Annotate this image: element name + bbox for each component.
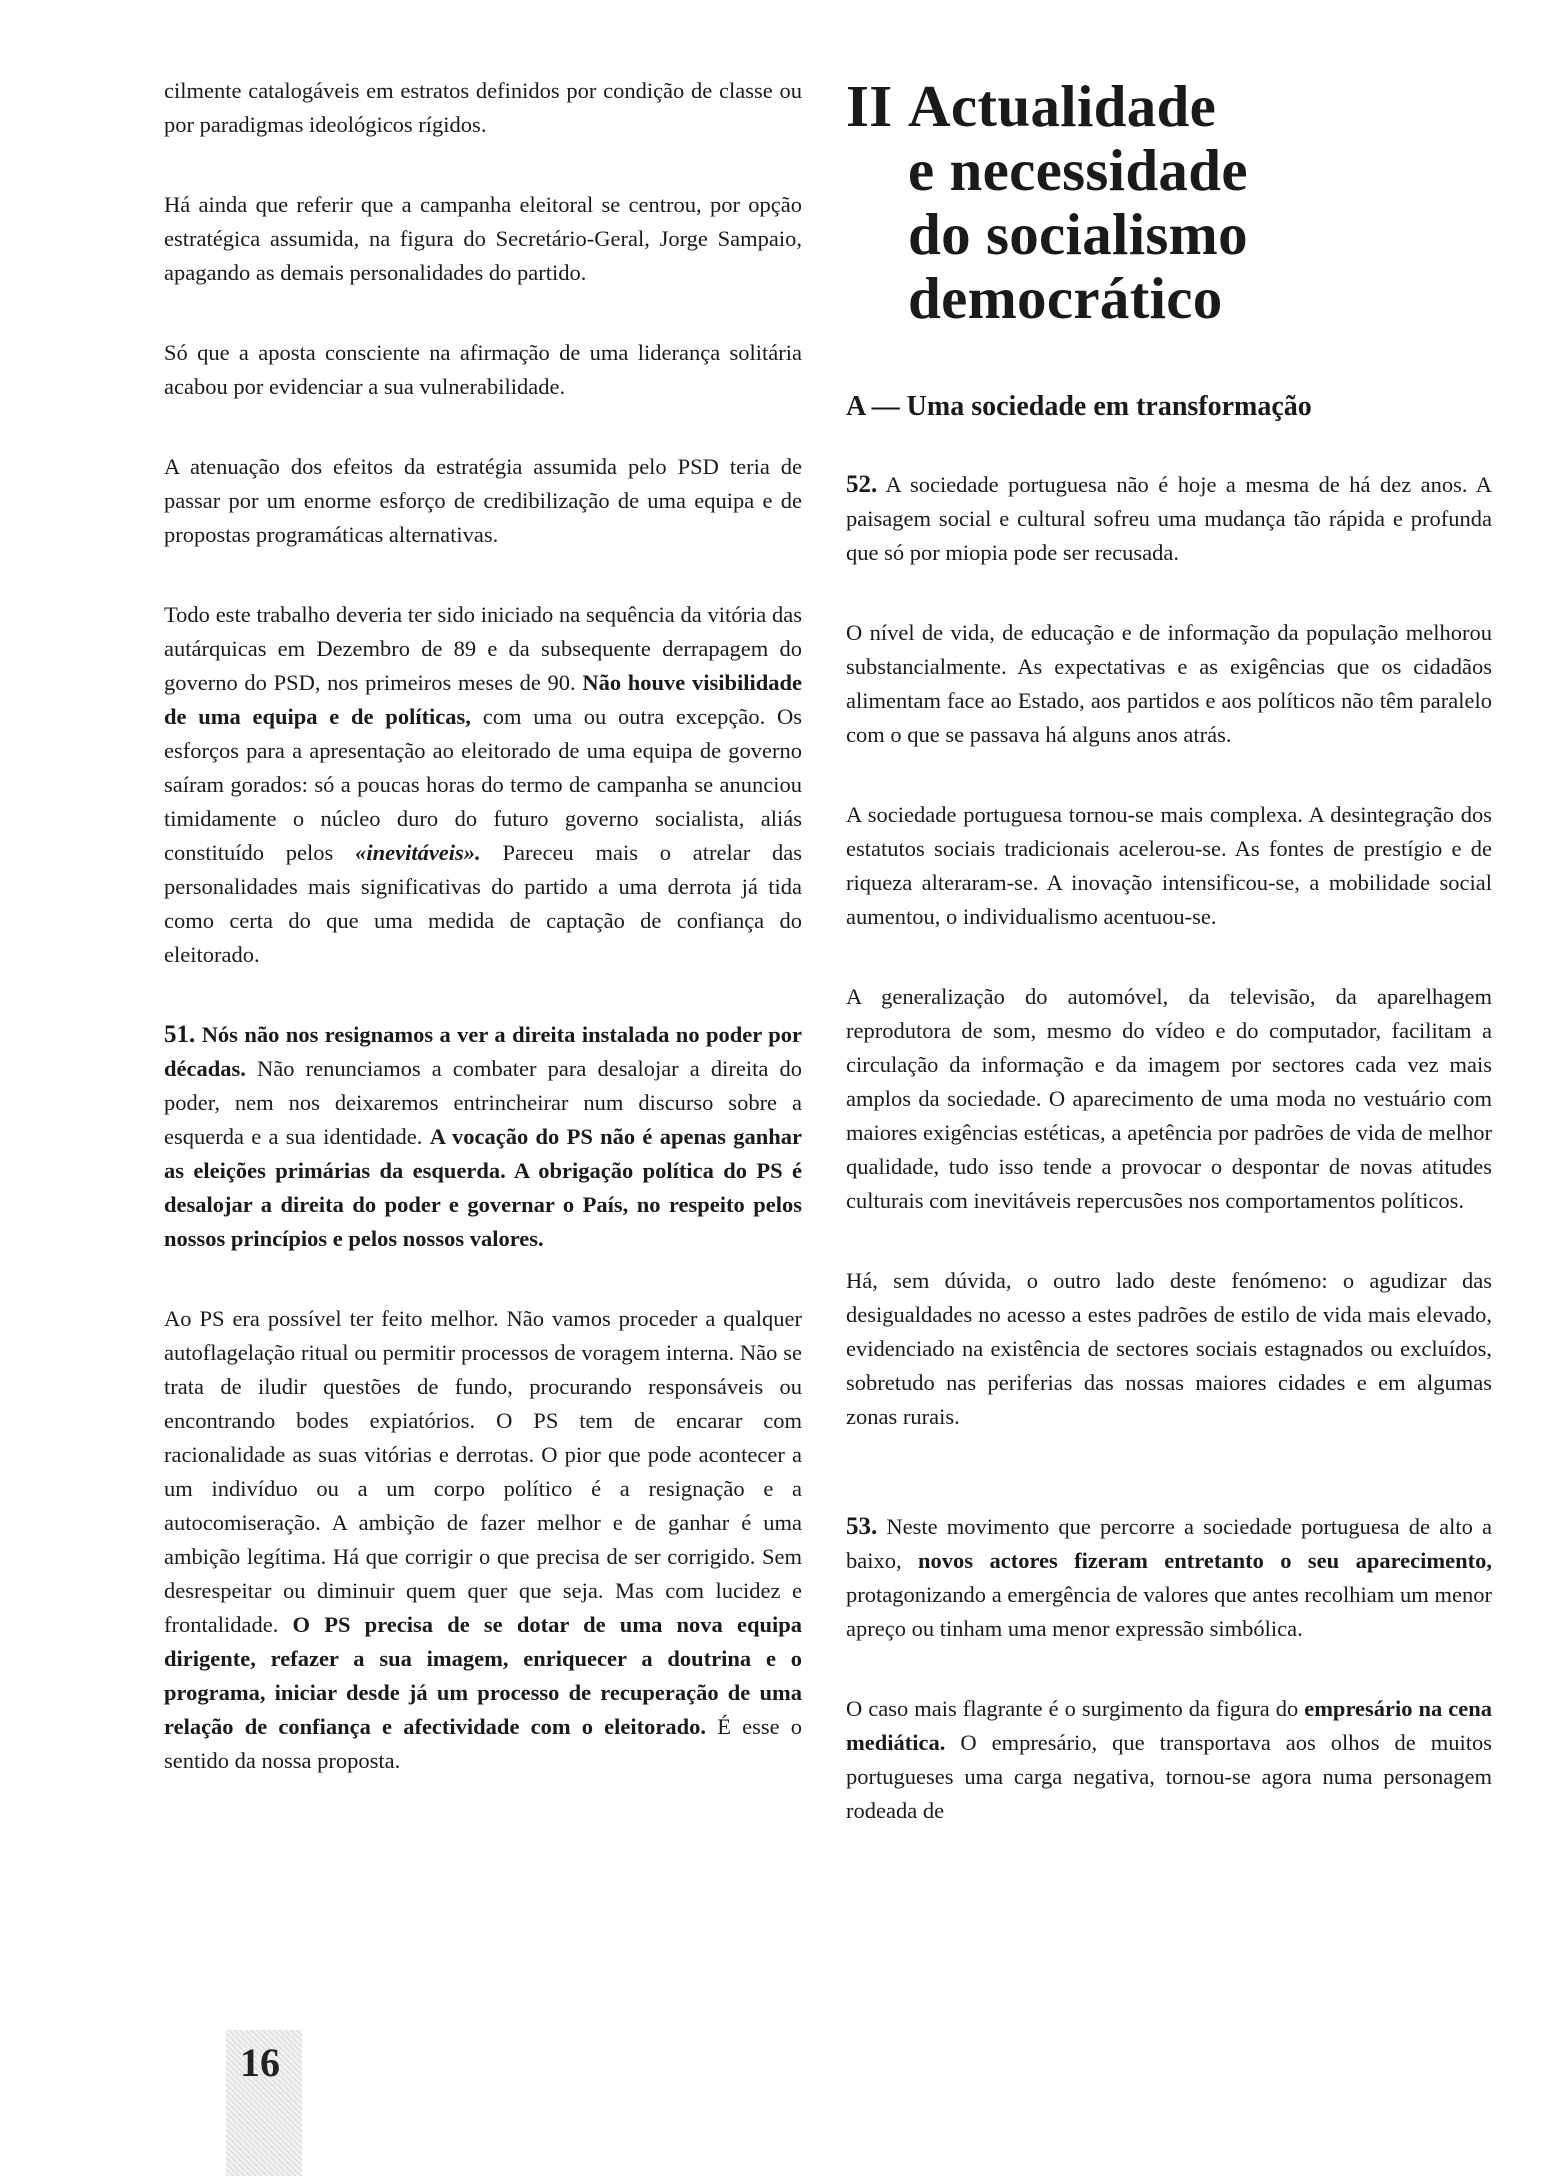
paragraph-53: 53. Neste movimento que percorre a sociedade portuguesa de alto a baixo, novos actores fizeram entretanto o seu aparecimento, protagonizando a emergência de valores que antes recolhiam um menor apreço ou tinham uma menor expressão simbólica. (846, 1513, 1493, 1641)
page-number: 16 (240, 2040, 280, 2085)
paragraph-number: 52. (846, 471, 878, 498)
paragraph-52: 52. A sociedade portuguesa não é hoje a mesma de há dez anos. A paisagem social e cultural sofreu uma mudança tão rápida e profunda que só por miopia pode ser recusada. (846, 471, 1493, 565)
paragraph: A generalização do automóvel, da televisão, da aparelhagem reprodutora de som, mesmo do vídeo e do computador, facilitam a circulação da informação e da imagem por sectores cada vez mais amplos da sociedade. O aparecimento de uma moda no vestuário com maiores exigências estéticas, a apetência por padrões de vida de melhor qualidade, tudo isso tende a provocar o despontar de novas atitudes culturais com inevitáveis repercusões nos comportamentos políticos. (846, 984, 1492, 1213)
paragraph: O caso mais flagrante é o surgimento da figura do empresário na cena mediática. O empresário, que transportava aos olhos de muitos portugueses uma carga negativa, tornou-se agora numa personagem rodeada de (846, 1696, 1493, 1823)
paragraph: A sociedade portuguesa tornou-se mais complexa. A desintegração dos estatutos sociais tradicionais acelerou-se. As fontes de prestígio e de riqueza alteraram-se. A inovação intensificou-se, a mobilidade social aumentou, o individualismo acentuou-se. (846, 802, 1492, 929)
subsection-title: A — Uma sociedade em transformação (846, 391, 1312, 422)
right-column (846, 74, 1492, 1874)
paragraph: Todo este trabalho deveria ter sido iniciado na sequência da vitória das autárquicas em Dezembro de 89 e da subsequente derrapagem do governo do PSD, nos primeiros meses de 90. Não houve visibilidade de uma equipa e de políticas, com uma ou outra excepção. Os esforços para a apresentação ao eleitorado de uma equipa de governo saíram gorados: só a poucas horas do termo de campanha se anunciou timidamente o núcleo duro do futuro governo socialista, aliás constituído pelos «inevitáveis». Pareceu mais o atrelar das personalidades mais significativas do partido a uma derrota já tida como certa do que uma medida de captação de confiança do eleitorado. (164, 602, 803, 967)
paragraph-number: 53. (846, 1513, 878, 1540)
paragraph: Há, sem dúvida, o outro lado deste fenómeno: o agudizar das desigualdades no acesso a estes padrões de estilo de vida mais elevado, evidenciado na existência de sectores sociais estagnados ou excluídos, sobretudo nas periferias das nossas maiores cidades e em algumas zonas rurais. (846, 1268, 1492, 1429)
paragraph: A atenuação dos efeitos da estratégia assumida pelo PSD teria de passar por um enorme esforço de credibilização de uma equipa e de propostas programáticas alternativas. (164, 454, 802, 547)
paragraph: Ao PS era possível ter feito melhor. Não vamos proceder a qualquer autoflagelação ritual ou permitir processos de voragem interna. Não se trata de iludir questões de fundo, procurando responsáveis ou encontrando bodes expiatórios. O PS tem de encarar com racionalidade as suas vitórias e derrotas. O pior que pode acontecer a um indivíduo ou a um corpo político é a resignação e a autocomiseração. A ambição de fazer melhor e de ganhar é uma ambição legítima. Há que corrigir o que precisa de ser corrigido. Sem desrespeitar ou diminuir quem quer que seja. Mas com lucidez e frontalidade. O PS precisa de se dotar de uma nova equipa dirigente, refazer a sua imagem, enriquecer a doutrina e o programa, iniciar desde já um processo de recuperação de uma relação de confiança e afectividade com o eleitorado. É esse o sentido da nossa proposta. (164, 1306, 803, 1773)
paragraph: Só que a aposta consciente na afirmação de uma liderança solitária acabou por evidenciar a sua vulnerabilidade. (164, 340, 802, 399)
page-number-box (226, 2030, 302, 2176)
paragraph-51: 51. Nós não nos resignamos a ver a direita instalada no poder por décadas. Não renunciamos a combater para desalojar a direita do poder, nem nos deixaremos entrincheirar num discurso sobre a esquerda e a sua identidade. A vocação do PS não é apenas ganhar as eleições primárias da esquerda. A obrigação política do PS é desalojar a direita do poder e governar o País, no respeito pelos nossos princípios e pelos nossos valores. (164, 1021, 803, 1251)
paragraph-number: 51. (164, 1021, 196, 1048)
left-column (164, 74, 802, 1824)
paragraph: O nível de vida, de educação e de informação da população melhorou substancialmente. As expectativas e as exigências que os cidadãos alimentam face ao Estado, aos partidos e aos políticos não têm paralelo com o que se passava há alguns anos atrás. (846, 620, 1492, 747)
paragraph: cilmente catalogáveis em estratos definidos por condição de classe ou por paradigmas ideológicos rígidos. (164, 78, 802, 137)
section-roman-numeral: II (846, 73, 893, 139)
section-title: II Actualidade e necessidade do socialismo democrático (846, 73, 1248, 331)
paragraph: Há ainda que referir que a campanha eleitoral se centrou, por opção estratégica assumida, na figura do Secretário-Geral, Jorge Sampaio, apagando as demais personalidades do partido. (164, 192, 802, 285)
